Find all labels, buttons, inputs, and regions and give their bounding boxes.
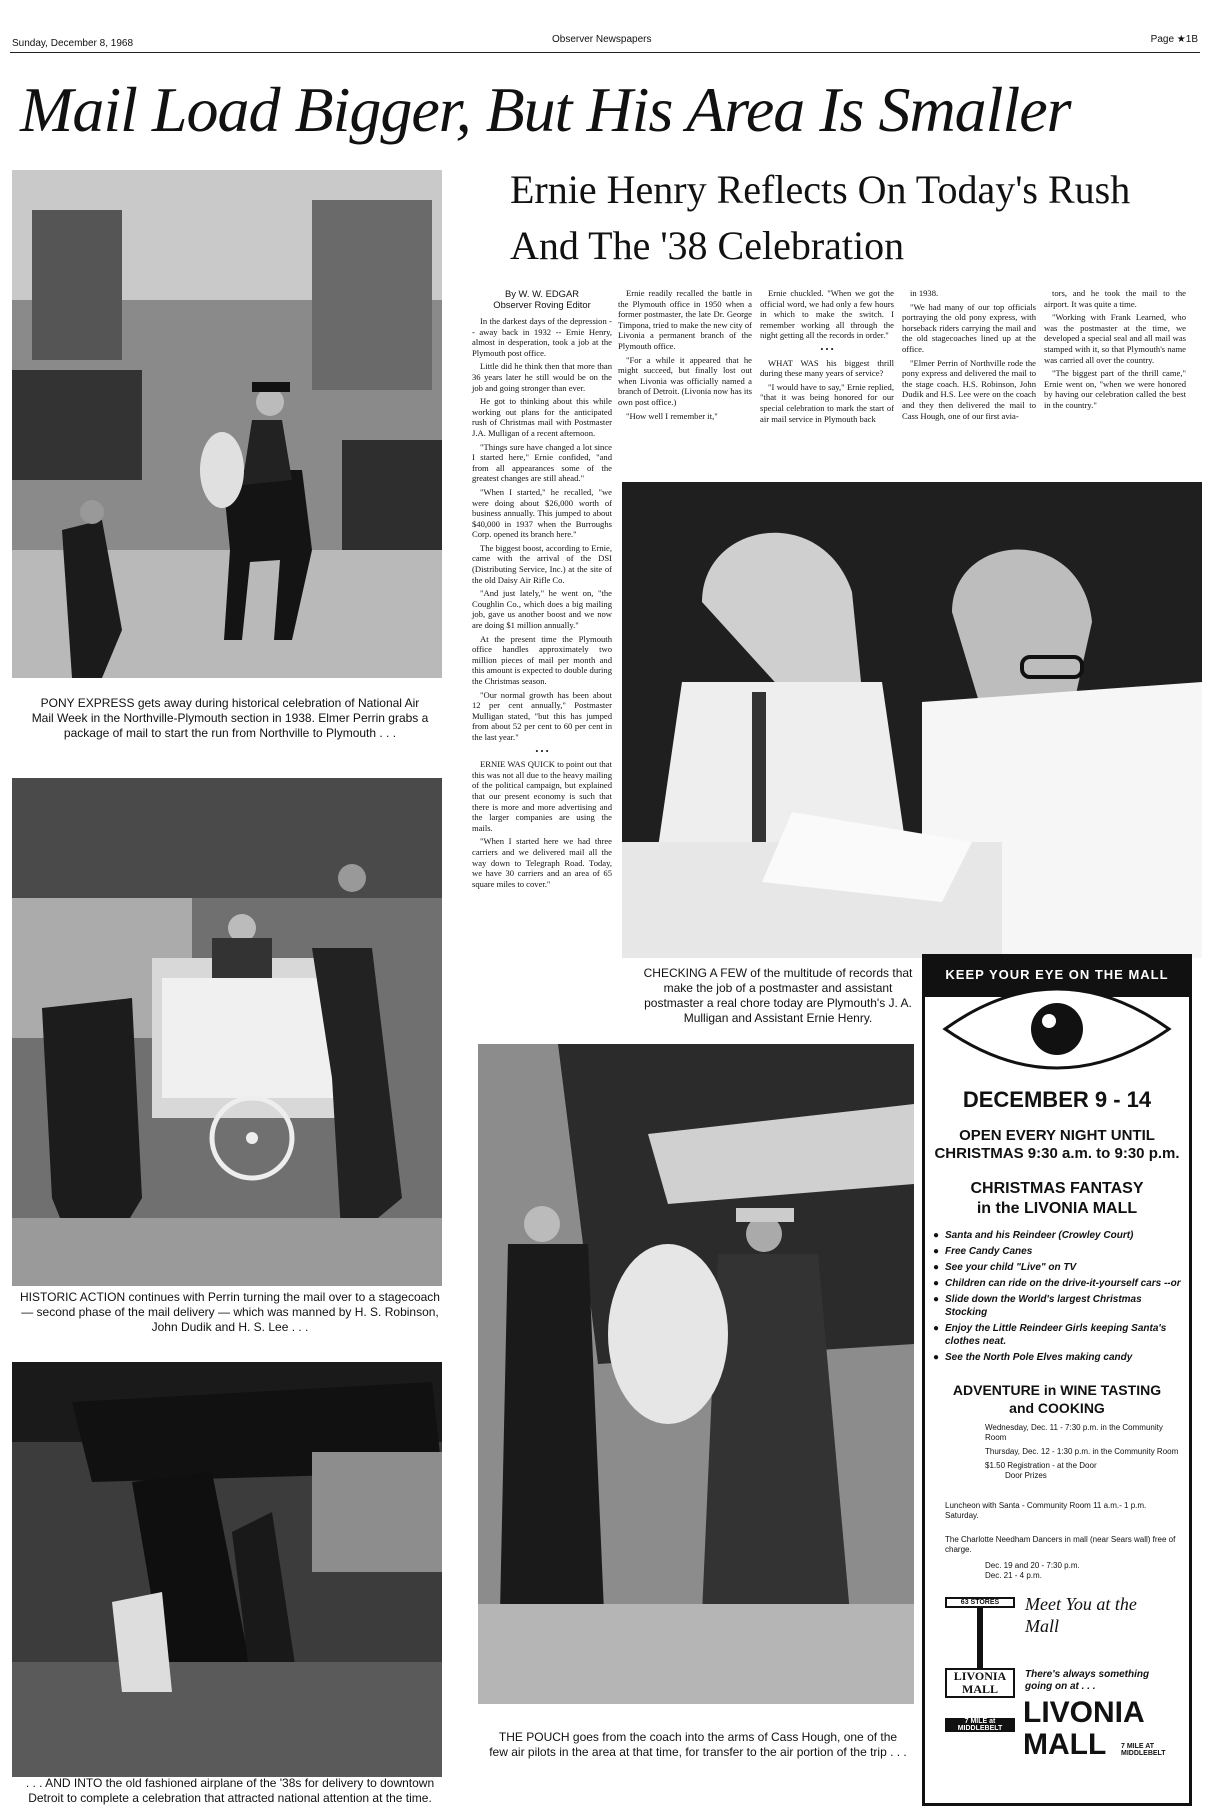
ad-wine-line1: ADVENTURE in WINE TASTING	[952, 1382, 1162, 1398]
paragraph: The biggest boost, according to Ernie, came with the arrival of the DSI (Distributing Service, Inc.) at the site of the old Daisy Air Rifle Co.	[472, 542, 612, 585]
ad-always: There's always something going on at . . .	[1025, 1669, 1150, 1692]
section-break: • • •	[535, 745, 549, 756]
article-column-1	[472, 316, 612, 889]
paragraph: "And just lately," he went on, "the Coughlin Co., which does a big mailing job, gave us another boost and we now are doing $1 million annually."	[472, 588, 612, 631]
article-column-3	[760, 288, 894, 427]
paragraph: In the darkest days of the depression -- away back in 1932 -- Ernie Henry, almost in desperation, took a job at the Plymouth post office.	[472, 316, 612, 358]
sign-stores: 63 STORES	[945, 1597, 1015, 1608]
list-item: ● Children can ride on the drive-it-yourself cars --or	[933, 1277, 1183, 1290]
paragraph: "When I started here we had three carriers and we delivered mail all the way down to Telegraph Road. Today, we have 30 carriers and an area of 65 square miles to cover."	[472, 836, 612, 889]
ad-location: 7 MILE AT MIDDLEBELT	[1121, 1743, 1166, 1757]
paragraph: "We had many of our top officials portraying the old pony express, with horseback riders carrying the mail and the old stagecoaches lined up at the office.	[902, 301, 1036, 354]
livonia-mall-advertisement	[922, 954, 1192, 1806]
article-column-5	[1044, 288, 1186, 414]
caption-pouch: THE POUCH goes from the coach into the arms of Cass Hough, one of the few air pilots in the area at that time, for transfer to the air portion of the trip . . .	[489, 1730, 907, 1759]
ad-hours-line1: OPEN EVERY NIGHT UNTIL	[959, 1127, 1155, 1144]
schedule-line: Dec. 19 and 20 - 7:30 p.m.	[985, 1561, 1080, 1570]
paragraph: in 1938.	[910, 288, 939, 298]
schedule-line: Door Prizes	[1005, 1471, 1047, 1480]
ad-dancer-dates	[985, 1561, 1080, 1581]
paragraph: ERNIE WAS QUICK to point out that this was not all due to the heavy mailing of the political campaign, but explained that our present economy is such that there is more and more advertising and the larger companies are using the mails.	[472, 759, 612, 833]
paragraph: "Our normal growth has been about 12 per cent annually," Postmaster Mulligan stated, "but this has jumped from about 52 per cent to 60 per cent in the last year."	[472, 689, 612, 742]
list-item: ● Free Candy Canes	[933, 1245, 1183, 1258]
sign-post	[977, 1608, 983, 1668]
photo-stagecoach	[12, 778, 442, 1286]
ad-banner: KEEP YOUR EYE ON THE MALL	[945, 967, 1169, 982]
schedule-line: Wednesday, Dec. 11 - 7:30 p.m. in the Community Room	[985, 1423, 1163, 1442]
caption-stagecoach: HISTORIC ACTION continues with Perrin turning the mail over to a stagecoach — second phase of the mail delivery — which was manned by H. S. Robinson, John Dudik and H. S. Lee . . .	[20, 1290, 440, 1334]
headline: Mail Load Bigger, But His Area Is Smaller	[20, 74, 1071, 145]
caption-checking-records: CHECKING A FEW of the multitude of records that make the job of a postmaster and assistant postmaster a real chore today are Plymouth's J. A. Mulligan and Assistant Ernie Henry.	[643, 966, 913, 1025]
list-item: ● Santa and his Reindeer (Crowley Court)	[933, 1229, 1183, 1242]
issue-date: Sunday, December 8, 1968	[12, 38, 134, 49]
ad-luncheon: Luncheon with Santa - Community Room 11 a.m.- 1 p.m. Saturday.	[945, 1501, 1147, 1520]
ad-hours-line2: CHRISTMAS 9:30 a.m. to 9:30 p.m.	[934, 1145, 1180, 1162]
paragraph: He got to thinking about this while working out plans for the anticipated rush of Christmas mail with Postmaster J.A. Mulligan of a recent afternoon.	[472, 396, 612, 438]
paragraph: Little did he think then that more than 36 years later he still would be on the job and going stronger than ever.	[472, 361, 612, 393]
photo-airplane	[12, 1362, 442, 1777]
masthead-rule	[10, 52, 1200, 53]
paragraph: "I would have to say," Ernie replied, "that it was being honored for our special celebration to mark the start of air mail service in Plymouth back	[760, 381, 894, 424]
paragraph: "The biggest part of the thrill came," Ernie went on, "when we were honored by having our celebration called the best in the country."	[1044, 368, 1186, 410]
ad-events-list	[933, 1229, 1183, 1367]
paragraph: WHAT WAS his biggest thrill during these many years of service?	[760, 357, 894, 379]
article-column-2	[618, 288, 752, 424]
photo-pouch	[478, 1044, 914, 1704]
list-item: ● Slide down the World's largest Christmas Stocking	[933, 1293, 1183, 1319]
photo-pony-express	[12, 170, 442, 678]
photo-checking-records	[622, 482, 1202, 958]
byline	[472, 288, 612, 310]
sign-location: 7 MILE at MIDDLEBELT	[945, 1718, 1015, 1732]
ad-wine-schedule	[985, 1423, 1179, 1481]
article-column-4	[902, 288, 1036, 424]
masthead	[12, 34, 1198, 52]
page-number: Page ★1B	[1150, 34, 1198, 45]
byline-title: Observer Roving Editor	[493, 299, 591, 310]
ad-wine-tasting	[925, 1381, 1189, 1417]
list-item: ● See the North Pole Elves making candy	[933, 1351, 1183, 1364]
paragraph: Ernie chuckled. "When we got the official word, we had only a few hours in which to make the switch. I remember working all through the night getting all the records in order."	[760, 288, 894, 341]
ad-script: Meet You at the Mall	[1025, 1594, 1137, 1636]
subhead: Ernie Henry Reflects On Today's Rush And The '38 Celebration	[510, 167, 1131, 268]
section-break: • • •	[820, 343, 834, 354]
paragraph: At the present time the Plymouth office handles approximately two million pieces of mail per month and this amount is expected to double during the Christmas season.	[472, 633, 612, 686]
paragraph: tors, and he took the mail to the airport. It was quite a time.	[1044, 288, 1186, 309]
paragraph: "For a while it appeared that he might succeed, but finally lost out when Livonia was officially named a branch of Detroit. (Livonia now has its own post office.)	[618, 354, 752, 407]
article-body	[472, 288, 612, 892]
mall-sign	[945, 1597, 1015, 1793]
caption-airplane: . . . AND INTO the old fashioned airplane of the '38s for delivery to downtown Detroit to complete a celebration that attracted national attention at the time.	[25, 1776, 435, 1805]
ad-hours	[925, 1127, 1189, 1163]
byline-name: By W. W. EDGAR	[505, 288, 579, 299]
paragraph: "Things sure have changed a lot since I started here," Ernie confided, "and from all appearances some of the greatest changes are still ahead."	[472, 441, 612, 484]
ad-dancers: The Charlotte Needham Dancers in mall (near Sears wall) free of charge.	[945, 1535, 1176, 1554]
ad-brand: LIVONIA MALL	[1023, 1696, 1144, 1761]
sign-name: LIVONIA MALL	[945, 1668, 1015, 1698]
paragraph: "Elmer Perrin of Northville rode the pony express and delivered the mail to the stage coach. H.S. Robinson, John Dudik and H.S. Lee were on the coach and they then delivered the mail to Cass Hough, one of our first avia-	[902, 357, 1036, 421]
ad-dates: DECEMBER 9 - 14	[962, 1087, 1152, 1112]
schedule-line: Dec. 21 - 4 p.m.	[985, 1571, 1042, 1580]
ad-fantasy	[925, 1179, 1189, 1219]
ad-fantasy-line1: CHRISTMAS FANTASY	[970, 1180, 1144, 1197]
paper-name: Observer Newspapers	[552, 34, 652, 45]
paragraph: "How well I remember it,"	[626, 410, 718, 421]
schedule-line: $1.50 Registration - at the Door	[985, 1461, 1097, 1470]
ad-fantasy-line2: in the LIVONIA MALL	[976, 1200, 1138, 1217]
ad-wine-line2: and COOKING	[1009, 1400, 1105, 1416]
list-item: ● Enjoy the Little Reindeer Girls keeping Santa's clothes neat.	[933, 1322, 1183, 1348]
schedule-line: Thursday, Dec. 12 - 1:30 p.m. in the Community Room	[985, 1447, 1179, 1456]
paragraph: Ernie readily recalled the battle in the Plymouth office in 1950 when a former postmaster, the late Dr. George Timpona, tried to make the new city of Livonia a permanent branch of the Plymouth office.	[618, 288, 752, 351]
paragraph: "Working with Frank Learned, who was the postmaster at the time, we developed a special seal and all mail was stamped with it, so that Plymouth's name was carried all over the country.	[1044, 312, 1186, 365]
caption-pony-express: PONY EXPRESS gets away during historical celebration of National Air Mail Week in the Northville-Plymouth section in 1938. Elmer Perrin grabs a package of mail to start the run from Northville to Plymouth . . .	[31, 696, 429, 740]
paragraph: "When I started," he recalled, "we were doing about $26,000 worth of business annually. This jumped to about $40,000 in 1937 when the Burroughs Corp. opened its branch here."	[472, 486, 612, 540]
list-item: ● See your child "Live" on TV	[933, 1261, 1183, 1274]
